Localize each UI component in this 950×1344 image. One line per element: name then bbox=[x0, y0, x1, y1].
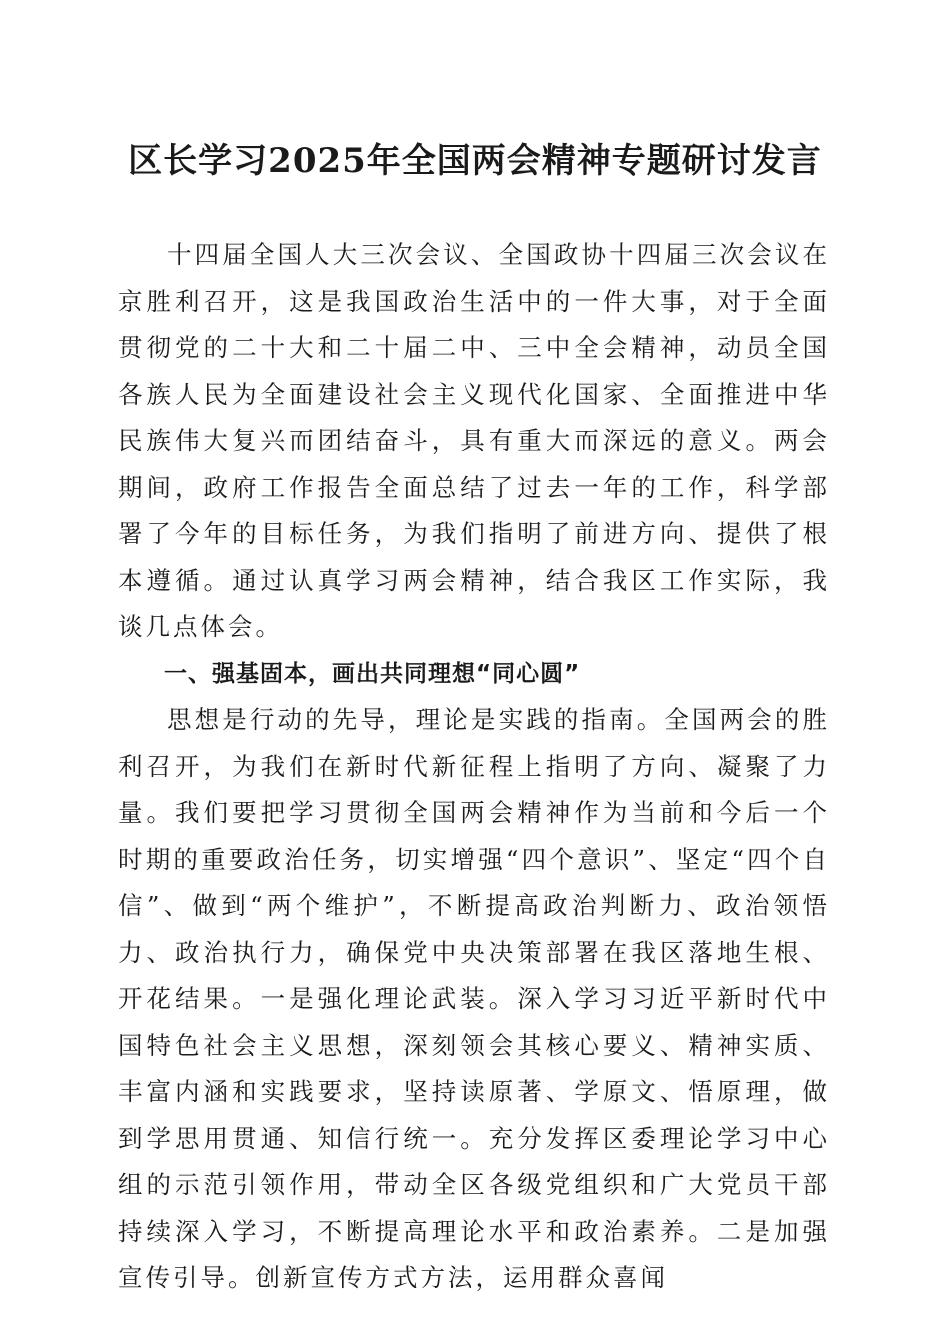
intro-paragraph: 十四届全国人大三次会议、全国政协十四届三次会议在京胜利召开，这是我国政治生活中的一件大事，对于全面贯彻党的二十大和二十届二中、三中全会精神，动员全国各族人民为全面建设社会主义现代化国家、全面推进中华民族伟大复兴而团结奋斗，具有重大而深远的意义。两会期间，政府工作报告全面总结了过去一年的工作，科学部署了今年的目标任务，为我们指明了前进方向、提供了根本遵循。通过认真学习两会精神，结合我区工作实际，我谈几点体会。 bbox=[118, 240, 830, 641]
document-body bbox=[118, 232, 830, 1302]
section-heading: 一、强基固本，画出共同理想“同心圆” bbox=[164, 660, 581, 687]
document-title: 区长学习2025年全国两会精神专题研讨发言 bbox=[128, 141, 822, 181]
section-paragraph: 思想是行动的先导，理论是实践的指南。全国两会的胜利召开，为我们在新时代新征程上指明了方向、凝聚了力量。我们要把学习贯彻全国两会精神作为当前和今后一个时期的重要政治任务，切实增强“四个意识”、坚定“四个自信”、做到“两个维护”，不断提高政治判断力、政治领悟力、政治执行力，确保党中央决策部署在我区落地生根、开花结果。一是强化理论武装。深入学习习近平新时代中国特色社会主义思想，深刻领会其核心要义、精神实质、丰富内涵和实践要求，坚持读原著、学原文、悟原理，做到学思用贯通、知信行统一。充分发挥区委理论学习中心组的示范引领作用，带动全区各级党组织和广大党员干部持续深入学习，不断提高理论水平和政治素养。二是加强宣传引导。创新宣传方式方法，运用群众喜闻 bbox=[118, 705, 830, 1292]
